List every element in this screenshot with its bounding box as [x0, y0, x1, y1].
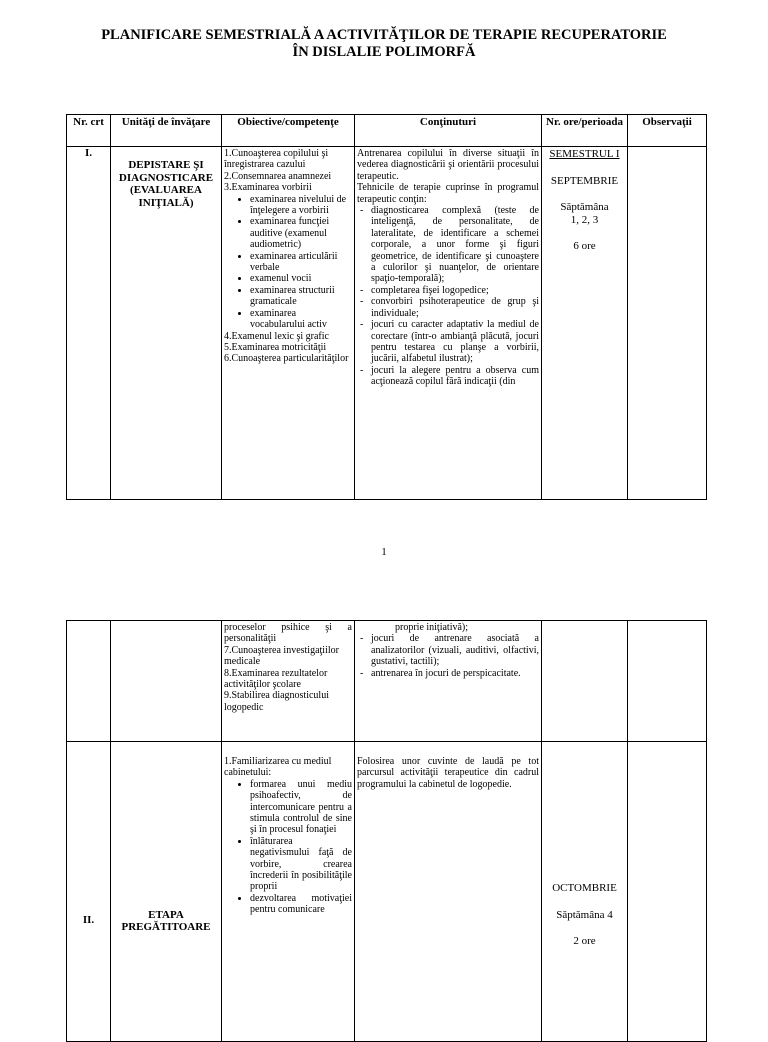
content-text: Folosirea unor cuvinte de laudă pe tot parcursul activităţii terapeutice din cadrul programului la cabinetul de logopedie.	[357, 756, 539, 790]
objective-item: 9.Stabilirea diagnosticului logopedic	[224, 690, 329, 713]
objective-item: 4.Examenul lexic şi grafic	[224, 330, 329, 342]
header-nr: Nr. crt	[67, 115, 111, 147]
row1cont-observatii	[628, 621, 707, 742]
row1cont-unitate	[111, 621, 222, 742]
content-item: - diagnosticarea complexă (teste de inteligenţă, de personalitate, de lateralitate, de identificare a schemei corporale, a unor forme şi figuri geometrice, de identificare şi cunoaştere a culorilor şi nuanţelor, de orientare spaţio-temporală);	[371, 205, 539, 285]
content-item: - jocuri de antrenare asociată a analizatorilor (vizuali, auditivi, olfactivi, gustativi, tactili);	[371, 633, 539, 667]
row2-unitate-line: ETAPA	[148, 908, 184, 921]
objective-bullet: • examinarea funcţiei auditive (examenul audiometric)	[250, 216, 352, 250]
objective-bullet: • examinarea articulării verbale	[250, 251, 352, 274]
row1-obiective	[222, 147, 355, 500]
objective-bullet: • dezvoltarea motivaţiei pentru comunicare	[250, 893, 352, 916]
planning-table-page1	[66, 114, 707, 500]
objective-item: 5.Examinarea motricităţii	[224, 341, 327, 353]
content-intro: Antrenarea copilului în diverse situaţii în vederea diagnosticării şi orientării procesului terapeutic.	[357, 148, 539, 182]
row2-observatii	[628, 742, 707, 1042]
month-label: SEPTEMBRIE	[550, 174, 619, 187]
row1-observatii	[628, 147, 707, 500]
row1cont-nr	[67, 621, 111, 742]
content-item: - convorbiri psihoterapeutice de grup şi individuale;	[371, 296, 539, 319]
row2-unitate-line: PREGĂTITOARE	[121, 921, 211, 933]
row1cont-obiective	[222, 621, 355, 742]
row1-unitate-line: (EVALUAREA	[130, 184, 202, 196]
row1-ore	[542, 147, 628, 500]
month-label: OCTOMBRIE	[552, 882, 617, 894]
row1-unitate-line: DIAGNOSTICARE	[118, 171, 214, 184]
content-item: - antrenarea în jocuri de perspicacitate.	[371, 668, 539, 679]
page-number: 1	[381, 546, 387, 558]
header-ore: Nr. ore/perioada	[542, 115, 628, 147]
row2-ore	[542, 742, 628, 1042]
content-list	[357, 205, 539, 388]
row2-nr: II.	[67, 742, 111, 1042]
row1-unitate-line: INIŢIALĂ)	[138, 196, 194, 209]
header-unitati: Unităţi de învăţare	[111, 115, 222, 147]
row2-obiective	[222, 742, 355, 1042]
row2-unitate	[111, 742, 222, 1042]
objective-item: 2.Consemnarea anamnezei	[224, 170, 332, 182]
objective-bullet: • examinarea nivelului de înţelegere a vorbirii	[250, 194, 352, 217]
objective-item: 3.Examinarea vorbirii	[224, 182, 312, 194]
objective-bullet: • înlăturarea negativismului faţă de vorbire, crearea încrederii în posibilităţile proprii	[250, 836, 352, 893]
content-continuation: proprie iniţiativă);	[395, 622, 469, 633]
week-label: Săptămâna 4	[556, 908, 613, 921]
objective-item: 1.Familiarizarea cu mediul cabinetului:	[224, 756, 332, 779]
objective-item: proceselor psihice şi a personalităţii	[224, 622, 352, 645]
document-title-line2: ÎN DISLALIE POLIMORFĂ	[292, 44, 476, 60]
row1cont-ore	[542, 621, 628, 742]
objective-item: 8.Examinarea rezultatelor activităţilor şcolare	[224, 667, 328, 691]
row1-unitate-line: DEPISTARE ŞI	[128, 159, 204, 171]
row1-nr: I.	[67, 147, 111, 500]
row1-unitate	[111, 147, 222, 500]
hours-label: 2 ore	[573, 935, 596, 947]
content-intro-2: Tehnicile de terapie cuprinse în programul terapeutic conţin:	[357, 182, 539, 205]
objective-bullet: • examinarea structurii gramaticale	[250, 285, 352, 308]
row1-continuturi	[355, 147, 542, 500]
objective-bullet-list	[224, 194, 352, 331]
header-continuturi: Conţinuturi	[355, 115, 542, 147]
content-item: - completarea fişei logopedice;	[371, 285, 539, 296]
header-obiective: Obiective/competenţe	[222, 115, 355, 147]
objective-item: 1.Cunoaşterea copilului şi înregistrarea cazului	[224, 148, 329, 171]
week-label: Săptămâna 1, 2, 3	[560, 201, 609, 226]
planning-table-page2	[66, 620, 707, 1042]
objective-item: 7.Cunoaşterea investigaţiilor medicale	[224, 644, 339, 668]
document-title-line1: PLANIFICARE SEMESTRIALĂ A ACTIVITĂŢILOR DE TERAPIE RECUPERATORIE	[101, 27, 667, 43]
objective-bullet-list	[224, 779, 352, 916]
row1cont-continuturi	[355, 621, 542, 742]
objective-item: 6.Cunoaşterea particularităţilor	[224, 353, 349, 365]
objective-bullet: • examinarea vocabularului activ	[250, 308, 352, 331]
objective-bullet: • formarea unui mediu psihoafectiv, de intercomunicare pentru a stimula controlul de sine şi în procesul fonaţiei	[250, 779, 352, 836]
objective-bullet: • examenul vocii	[250, 273, 352, 284]
header-observatii: Observaţii	[628, 115, 707, 147]
row2-continuturi	[355, 742, 542, 1042]
content-item: - jocuri la alegere pentru a observa cum acţionează copilul fără indicaţii (din	[371, 365, 539, 388]
semester-label: SEMESTRUL I	[549, 148, 620, 160]
content-list	[357, 633, 539, 679]
content-item: - jocuri cu caracter adaptativ la mediul de corectare (într-o ambianţă plăcută, jocuri pentru testarea cu planşe a vorbirii, jucării, alfabetul ilustrat);	[371, 319, 539, 365]
hours-label: 6 ore	[573, 240, 596, 252]
